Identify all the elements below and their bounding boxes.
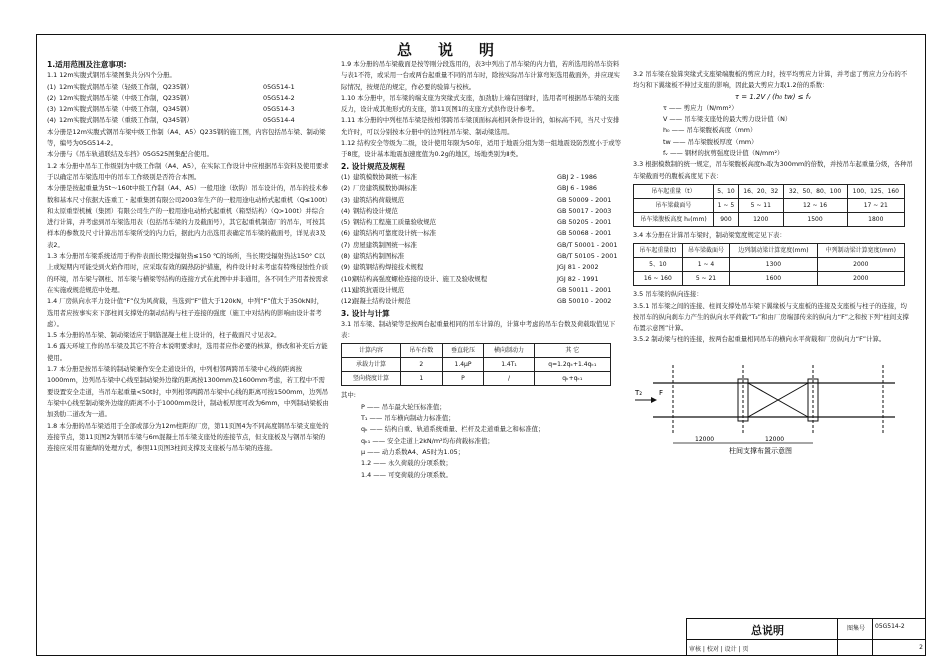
paragraph: 1.6 露天环境工作的吊车梁及其它不符合本说明要求时，选用者应作必要的核算，修改和补充后方能使用。 bbox=[47, 342, 328, 362]
paragraph: 1.4 厂房纵向水平力设计值“F”仅为风荷载，当选到“F”值大于120kN，中列“F”值大于350kN时，选用者应按事实来下部柱间支撑处的制动结构与柱子连接的强度（施工中对结构的影响由设计者考虑）。 bbox=[47, 297, 324, 328]
t2-label: T₂ bbox=[635, 388, 643, 397]
table-header-cell: 其 它 bbox=[534, 344, 610, 358]
diagram-caption: 柱间支撑布置示意图 bbox=[729, 446, 792, 455]
paragraph: 3.5.1 吊车梁之间的连接、柱间支撑处吊车梁下翼缘板与支座板的连接及支座板与柱子的连接，均按吊车的纵向刹车力产生的纵向水平荷载“T₂”和由厂房端部传来的纵向力“F”之和按下列“柱间支撑布置示意图”计算。 bbox=[633, 301, 909, 333]
page-title: 总说明 bbox=[397, 41, 521, 59]
paragraph: 1.2 本分册中吊车工作级别为中级工作制（A4、A5），在实际工作设计中应根据吊车资料及使用要求于以确定吊车梁选用中的吊车工作级别是否符合本图。 bbox=[47, 161, 329, 181]
table-cell: 5 ~ 21 bbox=[682, 272, 730, 286]
list-item: (8) 建筑结构制图标准 GB/T 50105 - 2001 bbox=[341, 252, 618, 261]
column-3 bbox=[633, 69, 913, 460]
list-item: (9) 建筑钢结构焊接技术规程 JGJ 81 - 2002 bbox=[341, 263, 599, 272]
list-item: (1) 12m实腹式钢吊车梁（轻级工作制，Q235钢） 05G514-1 bbox=[47, 82, 295, 91]
table-header-cell: 吊车起重量(t) bbox=[634, 244, 683, 258]
table-cell: 1200 bbox=[738, 212, 783, 226]
paragraph: 3.1 吊车梁、制动梁等是按两台起重量相同的吊车计算的，计算中考虑的吊车台数及荷载取值见下表： bbox=[341, 319, 616, 340]
table-cell: 900 bbox=[713, 212, 738, 226]
table-header-cell: 吊车梁截面号 bbox=[682, 244, 730, 258]
roles-text: 审核 | 校对 | 设计 | 页 bbox=[689, 646, 749, 653]
definition-item: tw —— 吊车梁腹板厚度（mm） bbox=[663, 137, 758, 146]
table-cell: 竖向挠度计算 bbox=[342, 372, 401, 386]
paragraph: 1.12 结构安全等级为二级，设计使用年限为50年，适用于地震分组为第一组地震设防烈度小于或等于8度，设计基本地震加速度值为0.2g的地区，场地类别为Ⅱ类。 bbox=[341, 139, 622, 159]
atlas-code-label: 图集号 bbox=[847, 625, 866, 632]
table-row bbox=[342, 372, 611, 386]
table-cell: / bbox=[484, 372, 534, 386]
table-cell: 1300 bbox=[730, 258, 817, 272]
section-1-heading: 1.适用范围及注意事项: bbox=[47, 60, 127, 69]
legend-item: P —— 吊车最大轮压标准值； bbox=[361, 402, 446, 411]
definition-item: V —— 吊车梁支座处的最大剪力设计值（N） bbox=[663, 115, 792, 124]
paragraph: 3.5.2 制动梁与柱的连接，按两台起重量相同吊车的横向水平荷载和厂房纵向力“F”计算。 bbox=[633, 335, 886, 344]
section-3-heading: 3. 设计与计算 bbox=[341, 308, 390, 318]
table-cell: 2000 bbox=[817, 272, 904, 286]
paragraph: 3.3 根据模数制的统一规定，吊车梁腹板高度h₀取为300mm的倍数，并按吊车起重量分级，各种吊车梁截面号的腹板高度见下表： bbox=[633, 160, 913, 180]
table-cell: 1.4T₁ bbox=[484, 358, 534, 372]
table-header-row bbox=[634, 244, 905, 258]
table-header-row bbox=[634, 184, 905, 198]
arrow-head bbox=[651, 397, 657, 403]
legend-heading: 其中: bbox=[341, 391, 356, 400]
table-cell: 1500 bbox=[783, 212, 847, 226]
table-cell: 12 ~ 16 bbox=[783, 198, 847, 212]
load-table bbox=[341, 343, 611, 386]
legend-item: 1.4 —— 可变荷载的分项系数。 bbox=[361, 470, 452, 479]
divider bbox=[687, 639, 925, 640]
table-header-cell: 横向制动力 bbox=[484, 344, 534, 358]
definition-item: fᵥ —— 钢材的抗剪强度设计值（N/mm²） bbox=[663, 149, 784, 158]
table-cell: 吊车梁腹板高度 h₀(mm) bbox=[634, 212, 714, 226]
legend-item: qₖ —— 结构自重、轨道系统重量、栏杆及走道重量之和标准值； bbox=[361, 425, 545, 434]
column-2 bbox=[341, 59, 623, 481]
list-item: (4) 12m实腹式钢吊车梁（重级工作制，Q345钢） 05G514-4 bbox=[47, 116, 295, 125]
f-label: F bbox=[659, 388, 664, 397]
table-cell: qₖ+qₖ₁ bbox=[534, 372, 610, 386]
table-cell: 1 bbox=[400, 372, 442, 386]
paragraph: 1.8 本分册的吊车梁适用于全部或部分为12m柱距的厂房，第11页图4为不同高度钢吊车梁支座处的连接节点，第11页图2为钢吊车梁与6m混凝土吊车梁支座处的连接节点，但支座板及与钢吊车梁的连接应采用有施焊的处理方式，参照11页图3柱间支撑及支座板与吊车梁的连接。 bbox=[47, 421, 329, 453]
legend-item: 1.2 —— 永久荷载的分项系数； bbox=[361, 459, 452, 468]
table-cell: 1.4μP bbox=[442, 358, 484, 372]
signature-row bbox=[689, 644, 923, 653]
legend-item: T₁ —— 吊车横向制动力标准值； bbox=[361, 414, 455, 423]
table-cell: 2000 bbox=[817, 258, 904, 272]
table-header-cell: 吊车台数 bbox=[400, 344, 442, 358]
table-cell: 5 ~ 11 bbox=[738, 198, 783, 212]
paragraph: 本分册与《吊车轨道联结及车挡》05G525图集配合使用。 bbox=[47, 150, 213, 159]
section-2-heading: 2. 设计规范及规程 bbox=[341, 161, 405, 171]
table-header-cell: 吊车起重量（t） bbox=[634, 184, 714, 198]
definition-list bbox=[633, 103, 913, 159]
list-item: (6) 建筑结构可靠度设计统一标准 GB 50068 - 2001 bbox=[341, 229, 612, 238]
legend-item: μ —— 动力系数A4、A5时为1.05； bbox=[361, 447, 465, 456]
table-header-cell: 100、125、160 bbox=[847, 184, 904, 198]
list-item: (3) 12m实腹式钢吊车梁（中级工作制，Q345钢） 05G514-3 bbox=[47, 105, 295, 114]
list-item: (3) 建筑结构荷载规范 GB 50009 - 2001 bbox=[341, 195, 612, 204]
paragraph: 1.9 本分册的吊车梁截面是按等刚分段选用的，表3中列出了吊车梁的内力值，若所选用的吊车资料与表1不符，或采用一台或两台起重量不同的吊车时，除按实际吊车计算弯矩选用截面外，并应现实际情况，按规范的规定，作必要的验算与校核。 bbox=[341, 60, 620, 91]
paragraph: 3.5 吊车梁的纵向连接： bbox=[633, 290, 703, 299]
list-item: (4) 钢结构设计规范 GB 50017 - 2003 bbox=[341, 206, 612, 215]
title-block-name: 总说明 bbox=[751, 624, 784, 637]
table-cell: 1600 bbox=[730, 272, 817, 286]
table-header-row bbox=[342, 344, 611, 358]
paragraph: 1.5 本分册的吊车梁、制动梁适应于钢筋混凝土柱上设计的，柱子截面尺寸见表2。 bbox=[47, 331, 281, 340]
atlas-code: 05G514-2 bbox=[875, 623, 905, 630]
volume-list bbox=[47, 82, 329, 127]
paragraph: 3.4 本分册在计算吊车梁时，制动梁宽度规定见下表： bbox=[633, 230, 786, 239]
table-cell: 17 ~ 21 bbox=[847, 198, 904, 212]
paragraph: 1.3 本分册吊车梁系统适用于构件表面长期受辐射热≤150 ℃的场所，当长期受辐射热达150° C以上或短期内可能受到火焰作用时，应采取有效的隔热防护措施，构件设计时未考虑有特殊侵蚀性介质的环境，吊车梁与钢柱、吊车梁与横梁等结构的连接方式在此图中并非通用，各不同生产用者按需求在实施或规范规范中处理。 bbox=[47, 252, 329, 294]
table-header-cell: 5、10 bbox=[713, 184, 738, 198]
legend-item: qₖ₁ —— 安全走道上2kN/m²均布荷载标准值； bbox=[361, 436, 494, 445]
table-row bbox=[634, 212, 905, 226]
table-cell: 1 ~ 4 bbox=[682, 258, 730, 272]
list-item: (1) 建筑模数协调统一标准 GBJ 2 - 1986 bbox=[341, 172, 597, 181]
paragraph: 本分册是按起重量为5t～160t中级工作制（A4、A5）一般用途（软钩）吊车设计的，吊车的技术参数和基本尺寸依据大连重工・起重集团有限公司2003年生产的一般用途电动桥式起重机（Q≤100t）和太原重型机械（集团）有限公司生产的一般用途电动桥式起重机（箱型结构）（Q>100t）并综合进行计算，并考虑到吊车梁选用表（包括吊车梁的力及截面号），其它起重机制造厂的吊车，可按其样本的参数及尺寸计算出吊车梁所受的内力后，据此内力出选用表确定吊车梁的截面号，详见表3及表2。 bbox=[47, 184, 328, 249]
definition-item: τ —— 剪应力（N/mm²） bbox=[663, 103, 738, 112]
column-1 bbox=[47, 59, 329, 454]
list-item: (12) 混凝土结构设计规范 GB 50010 - 2002 bbox=[341, 297, 612, 306]
bracing-diagram bbox=[633, 350, 901, 460]
paragraph: 1.7 本分册是按吊车梁的制动梁兼作安全走道设计的，中列相邻两跨吊车梁中心线的距离按1000mm，边列吊车梁中心线至制动梁外边缘的距离按1300mm及1600mm考虑，若工程中不需要设置安全走道，当吊车起重量<50t时，中列相邻两跨吊车梁中心线的距离可按1500mm，边列吊车梁中心线至制动梁外边缘的距离不小于1000mm设计，制动板厚度可改为6mm，中列制动梁板由加劲肋二道改为一道。 bbox=[47, 365, 329, 419]
table-header-cell: 计算内容 bbox=[342, 344, 401, 358]
table-header-cell: 垂直轮压 bbox=[442, 344, 484, 358]
table-cell: 16 ~ 160 bbox=[634, 272, 683, 286]
table-row bbox=[634, 272, 905, 286]
brake-width-table bbox=[633, 243, 905, 286]
table-cell: 吊车梁截面号 bbox=[634, 198, 714, 212]
list-item: (7) 房屋建筑制图统一标准 GB/T 50001 - 2001 bbox=[341, 240, 618, 249]
table-row bbox=[634, 198, 905, 212]
list-item: (11) 建筑抗震设计规范 GB 50011 - 2001 bbox=[341, 285, 612, 294]
title-block bbox=[686, 618, 925, 655]
table-cell: 1 ~ 5 bbox=[713, 198, 738, 212]
table-cell: 2 bbox=[400, 358, 442, 372]
table-row bbox=[634, 258, 905, 272]
legend-list bbox=[341, 402, 623, 481]
table-cell: 5、10 bbox=[634, 258, 683, 272]
list-item: (2) 12m实腹式钢吊车梁（中级工作制，Q235钢） 05G514-2 bbox=[47, 93, 295, 102]
web-height-table bbox=[633, 184, 905, 227]
paragraph: 本分册是12m实腹式钢吊车梁中级工作制（A4、A5）Q235钢的施工图，内容包括吊车梁、制动梁等，编号为05G514-2。 bbox=[47, 127, 326, 148]
code-list bbox=[341, 172, 623, 308]
table-header-cell: 中列制动梁计算宽度(mm) bbox=[817, 244, 904, 258]
paragraph: 3.2 吊车梁在验算突缘式支座梁端腹板的剪应力时，按平均剪应力计算，并考虑了剪应力分布的不均匀和下翼缘板不伸过支座的影响，因此最大剪应力取1.2倍的系数： bbox=[633, 70, 908, 90]
paragraph-1-1: 1.1 12m实腹式钢吊车梁图集共分四个分册。 bbox=[47, 71, 176, 80]
table-cell: 承载力计算 bbox=[342, 358, 401, 372]
table-header-cell: 边列制动梁计算宽度(mm) bbox=[730, 244, 817, 258]
table-header-cell: 32、50、80、100 bbox=[783, 184, 847, 198]
paragraph: 1.10 本分册中，吊车梁的端支座为突缘式支座，加劲肋上端有回缘时，选用者可根据吊车梁的支座反力，设计成其他形式的支座，第11页图1的支座方式供作设计参考。 bbox=[341, 93, 620, 114]
table-header-cell: 16、20、32 bbox=[738, 184, 783, 198]
list-item: (10) 钢结构高强度螺栓连接的设计、施工及验收规程 JGJ 82 - 1991 bbox=[341, 274, 599, 283]
list-item: (5) 钢结构工程施工质量验收规范 GB 50205 - 2001 bbox=[341, 218, 612, 227]
table-row bbox=[342, 358, 611, 372]
drawing-sheet bbox=[36, 34, 926, 656]
paragraph: 1.11 本分册的中列柱吊车梁是按相邻跨吊车梁顶面标高相同条件设计的，如标高不同，当尺寸安排允许时，可以分别按本分册中的边列柱吊车梁、制动梁选用。 bbox=[341, 116, 620, 136]
table-cell: 1800 bbox=[847, 212, 904, 226]
span-label: 12000 bbox=[765, 435, 785, 443]
definition-item: h₀ —— 吊车梁腹板高度（mm） bbox=[663, 126, 757, 135]
span-label: 12000 bbox=[695, 435, 715, 443]
list-item: (2) 厂房建筑模数协调标准 GBJ 6 - 1986 bbox=[341, 184, 597, 193]
page-number: 2 bbox=[919, 644, 923, 651]
shear-formula: τ = 1.2V / (h₀ tw) ≤ fᵥ bbox=[734, 92, 812, 101]
table-cell: P bbox=[442, 372, 484, 386]
table-cell: q=1.2qₖ+1.4qₖ₁ bbox=[534, 358, 610, 372]
